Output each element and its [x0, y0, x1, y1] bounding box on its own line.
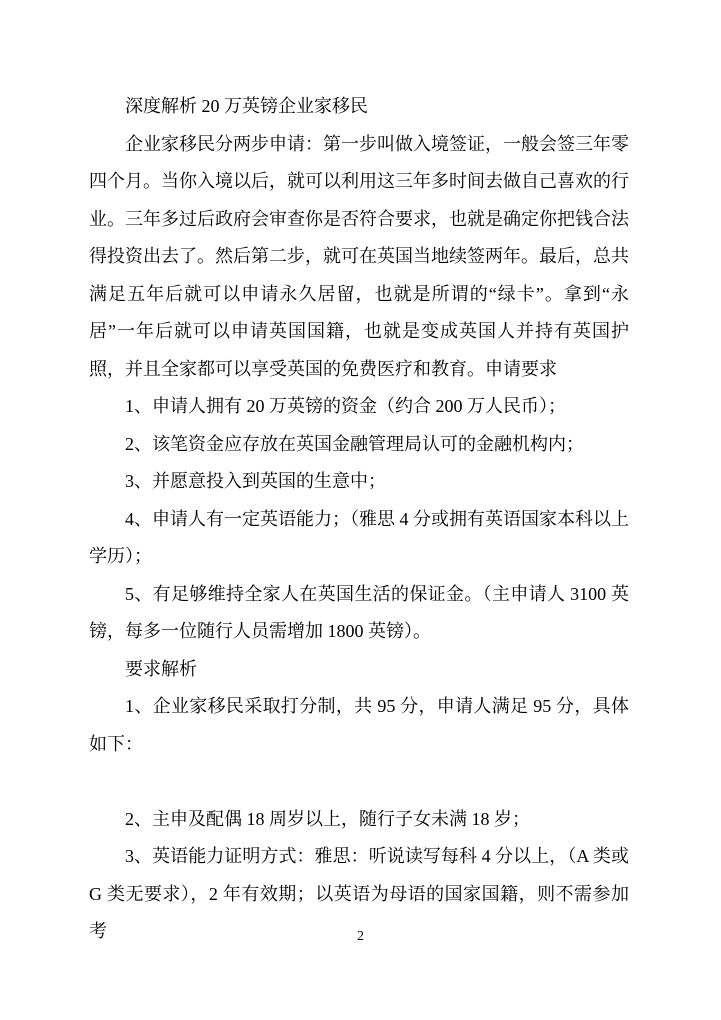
requirement-item-2: 2、该笔资金应存放在英国金融管理局认可的金融机构内； [125, 433, 584, 454]
analysis-item-3: 3、英语能力证明方式：雅思：听说读写每科 4 分以上，（A 类或 G 类无要求），2 年有效期；以英语为母语的国家国籍，则不需参加考 [89, 846, 629, 941]
section-heading-analysis: 要求解析 [125, 658, 197, 679]
page-number: 2 [357, 929, 364, 944]
requirement-item-3: 3、并愿意投入到英国的生意中； [125, 471, 386, 491]
document-body [89, 88, 629, 951]
paragraph-intro: 企业家移民分两步申请：第一步叫做入境签证，一般会签三年零四个月。当你入境以后，就可以利用这三年多时间去做自己喜欢的行业。三年多过后政府会审查你是否符合要求，也就是确定你把钱合法得投资出去了。然后第二步，就可在英国当地续签两年。最后，总共满足五年后就可以申请永久居留，也就是所谓的“绿卡”。拿到“永居”一年后就可以申请英国国籍，也就是变成英国人并持有英国护照，并且全家都可以享受英国的免费医疗和教育。申请要求 [89, 133, 629, 379]
requirement-item-5: 5、有足够维持全家人在英国生活的保证金。（主申请人 3100 英镑，每多一位随行人员需增加 1800 英镑）。 [89, 583, 629, 641]
doc-title: 深度解析 20 万英镑企业家移民 [125, 96, 368, 116]
analysis-item-1: 1、企业家移民采取打分制，共 95 分，申请人满足 95 分，具体如下： [89, 696, 629, 754]
analysis-item-2: 2、主申及配偶 18 周岁以上，随行子女未满 18 岁； [125, 808, 530, 829]
blank-line [89, 763, 629, 801]
requirement-item-4: 4、申请人有一定英语能力；（雅思 4 分或拥有英语国家本科以上学历）； [89, 508, 629, 566]
requirement-item-1: 1、申请人拥有 20 万英镑的资金（约合 200 万人民币）； [125, 396, 566, 416]
